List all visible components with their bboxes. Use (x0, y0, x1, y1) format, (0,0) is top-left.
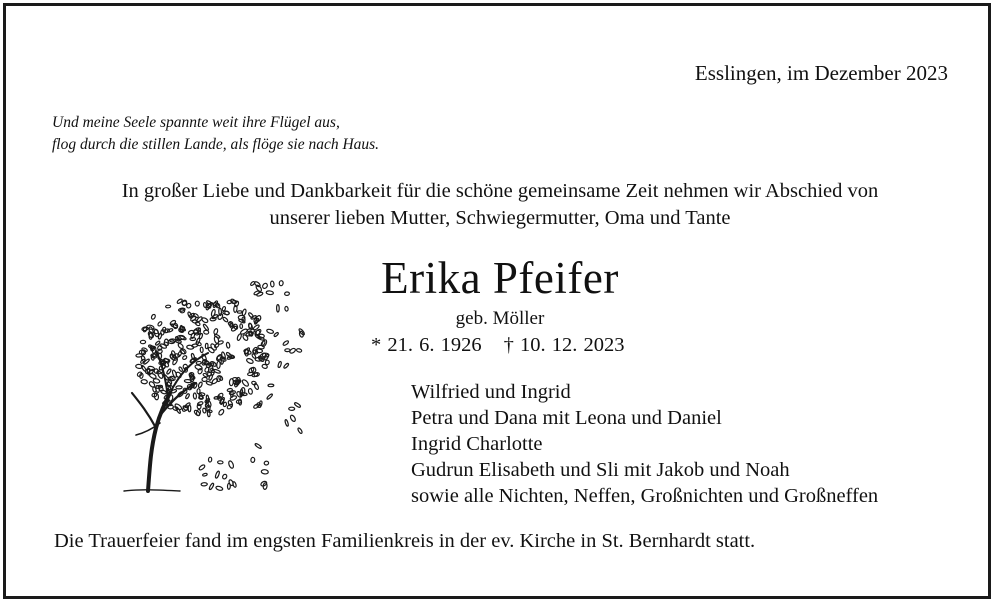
birth-date: * 21. 6. 1926 (371, 334, 482, 356)
deceased-name: Erika Pfeifer (381, 253, 619, 303)
place-date: Esslingen, im Dezember 2023 (694, 61, 948, 85)
intro-line: In großer Liebe und Dankbarkeit für die schöne gemeinsame Zeit nehmen wir Abschied von (121, 180, 879, 202)
memorial-quote (52, 112, 379, 156)
funeral-note: Die Trauerfeier fand im engsten Familienkreis in der ev. Kirche in St. Bernhardt statt. (54, 530, 756, 552)
quote-line: Und meine Seele spannte weit ihre Flügel aus, (52, 114, 340, 131)
obituary-notice (3, 3, 991, 599)
mourner-line: Ingrid Charlotte (411, 433, 543, 455)
mourner-line: Gudrun Elisabeth und Sli mit Jakob und Noah (411, 459, 790, 481)
mourner-line: Petra und Dana mit Leona und Daniel (411, 407, 722, 429)
intro-line: unserer lieben Mutter, Schwiegermutter, Oma und Tante (269, 207, 731, 229)
death-date: † 10. 12. 2023 (503, 334, 625, 356)
intro-text (6, 178, 994, 232)
birth-name: geb. Möller (455, 308, 545, 329)
mourner-line: Wilfried und Ingrid (411, 381, 571, 403)
life-dates (371, 334, 625, 357)
mourner-line: sowie alle Nichten, Neffen, Großnichten und Großneffen (411, 485, 879, 507)
quote-line: flog durch die stillen Lande, als flöge sie nach Haus. (52, 136, 380, 153)
mourners-list (411, 379, 878, 509)
